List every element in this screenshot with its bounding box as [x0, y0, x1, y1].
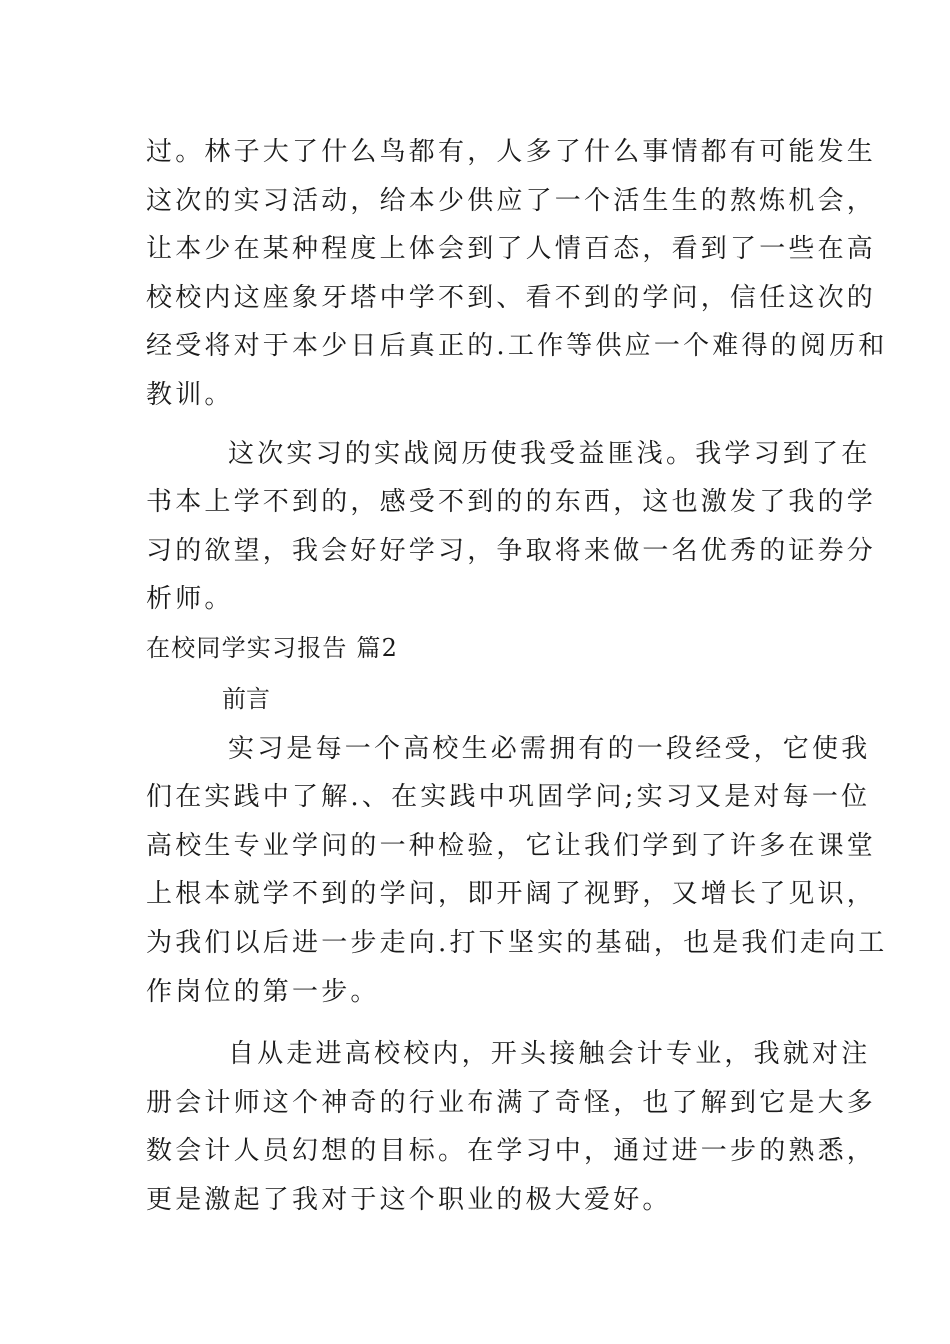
- text-line: 实习是每一个高校生必需拥有的一段经受，它使我: [228, 733, 871, 764]
- text-line: 习的欲望，我会好好学习，争取将来做一名优秀的证券分: [146, 535, 877, 566]
- text-line: 教训。: [146, 379, 234, 410]
- text-line: 书本上学不到的，感受不到的的东西，这也激发了我的学: [146, 487, 877, 518]
- text-line: 为我们以后进一步走向.打下坚实的基础，也是我们走向工: [146, 927, 888, 958]
- text-line: 高校生专业学问的一种检验，它让我们学到了许多在课堂: [146, 830, 877, 861]
- text-line: 册会计师这个神奇的行业布满了奇怪，也了解到它是大多: [146, 1087, 877, 1118]
- text-line: 自从走进高校校内，开头接触会计专业，我就对注: [228, 1039, 871, 1070]
- text-line: 析师。: [146, 584, 234, 615]
- text-line: 作岗位的第一步。: [146, 976, 380, 1007]
- text-line: 过。林子大了什么鸟都有，人多了什么事情都有可能发生: [146, 137, 877, 167]
- text-line: 让本少在某种程度上体会到了人情百态，看到了一些在高: [146, 234, 877, 265]
- text-line: 经受将对于本少日后真正的.工作等供应一个难得的阅历和: [146, 331, 888, 362]
- preface-label: 前言: [222, 684, 270, 713]
- text-line: 上根本就学不到的学问，即开阔了视野，又增长了见识，: [146, 879, 877, 910]
- text-line: 更是激起了我对于这个职业的极大爱好。: [146, 1184, 672, 1215]
- text-line: 这次的实习活动，给本少供应了一个活生生的熬炼机会，: [146, 185, 877, 216]
- text-line: 这次实习的实战阅历使我受益匪浅。我学习到了在: [228, 438, 871, 469]
- section-title: 在校同学实习报告 篇2: [146, 633, 399, 662]
- paragraph-accounting: [146, 1030, 877, 1224]
- paragraph-continuation: [146, 128, 888, 420]
- text-line: 校校内这座象牙塔中学不到、看不到的学问，信任这次的: [146, 282, 877, 313]
- paragraph-conclusion: [146, 430, 877, 624]
- paragraph-intro: [146, 725, 888, 1017]
- text-line: 数会计人员幻想的目标。在学习中，通过进一步的熟悉，: [146, 1136, 877, 1167]
- document-page: [146, 128, 888, 1224]
- text-line: 们在实践中了解.、在实践中巩固学问;实习又是对每一位: [146, 782, 871, 813]
